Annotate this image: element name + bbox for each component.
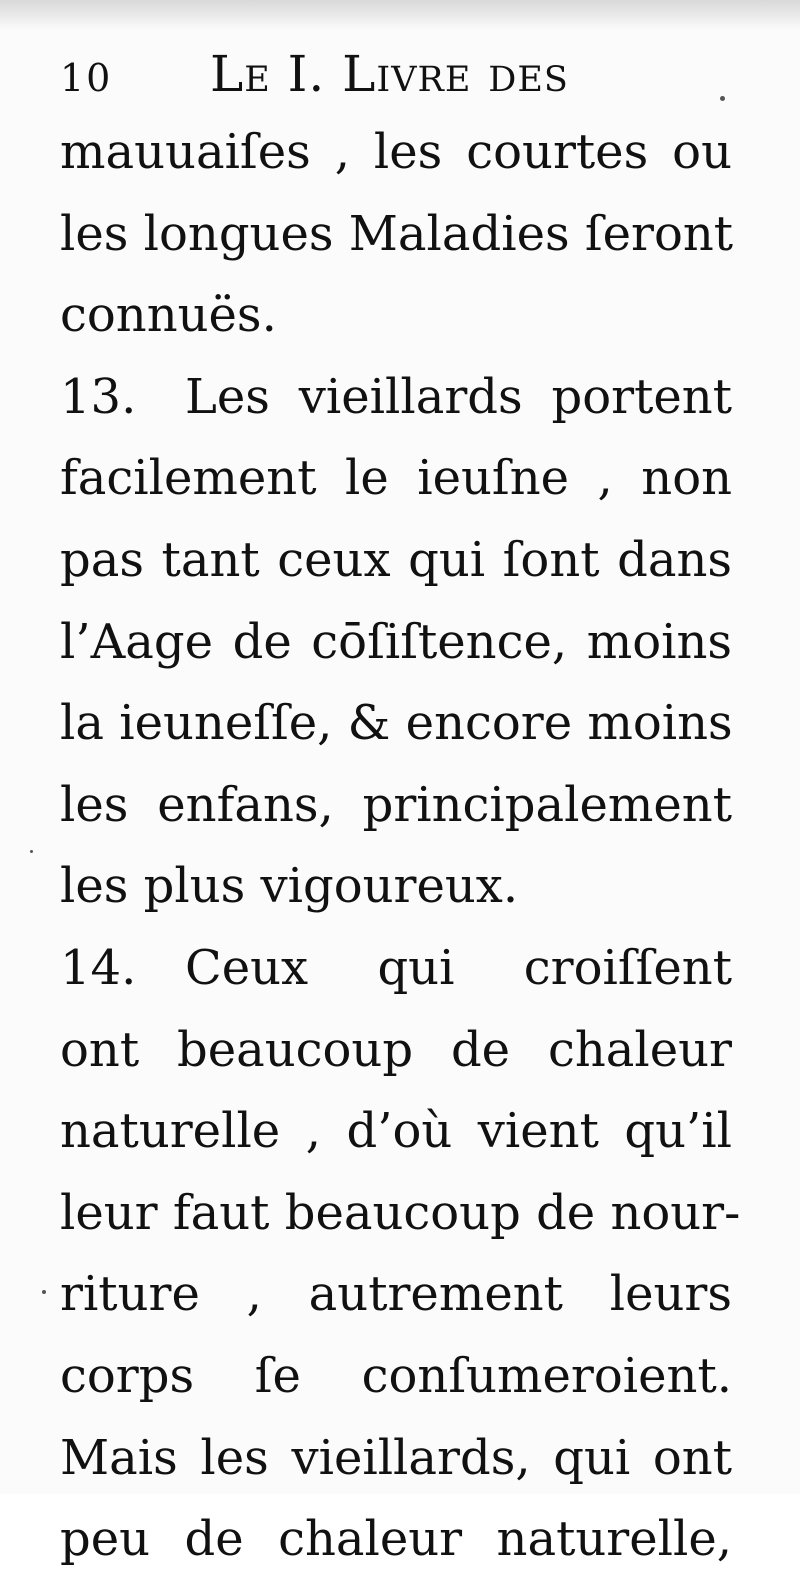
page-text bbox=[60, 36, 741, 1581]
text-line: les plus vigoureux. bbox=[60, 858, 519, 915]
running-head bbox=[60, 36, 732, 112]
running-title: Le I. Livre des bbox=[210, 45, 569, 103]
ink-speck bbox=[30, 850, 33, 853]
text-line: connuës. bbox=[60, 287, 277, 344]
text-line: pas tant ceux qui ſont dans bbox=[60, 531, 732, 588]
aphorism-number: 14. bbox=[60, 939, 137, 996]
text-line: facilement le ieuſne , non bbox=[60, 450, 732, 507]
text-line: naturelle , d’où vient qu’il bbox=[60, 1103, 732, 1160]
text-line: mauuaiſes , les courtes ou bbox=[60, 124, 732, 180]
text-line-numbered: 14. Ceux qui croiſſent bbox=[60, 928, 732, 1010]
text-line: les enfans, principalement bbox=[60, 776, 732, 833]
text-line: peu de chaleur naturelle, bbox=[60, 1511, 732, 1568]
text-line: Mais les vieillards, qui ont bbox=[60, 1429, 732, 1486]
text-line: leur faut beaucoup de nour- bbox=[60, 1184, 741, 1241]
text-line: riture , autrement leurs bbox=[60, 1266, 732, 1323]
ink-speck bbox=[42, 1290, 46, 1294]
text-line: corps ſe conſumeroient. bbox=[60, 1347, 732, 1404]
text-line: l’Aage de cōſiſtence, moins bbox=[60, 613, 732, 670]
page-number: 10 bbox=[60, 56, 113, 100]
aphorism-number: 13. bbox=[60, 368, 137, 425]
text-line: ont beaucoup de chaleur bbox=[60, 1021, 732, 1078]
text-line: les longues Maladies ſeront bbox=[60, 205, 734, 262]
text-line: la ieuneſſe, & encore moins bbox=[60, 695, 733, 752]
text-line-numbered: 13. Les vieillards portent bbox=[60, 357, 732, 439]
page-edge-shadow bbox=[0, 0, 800, 30]
